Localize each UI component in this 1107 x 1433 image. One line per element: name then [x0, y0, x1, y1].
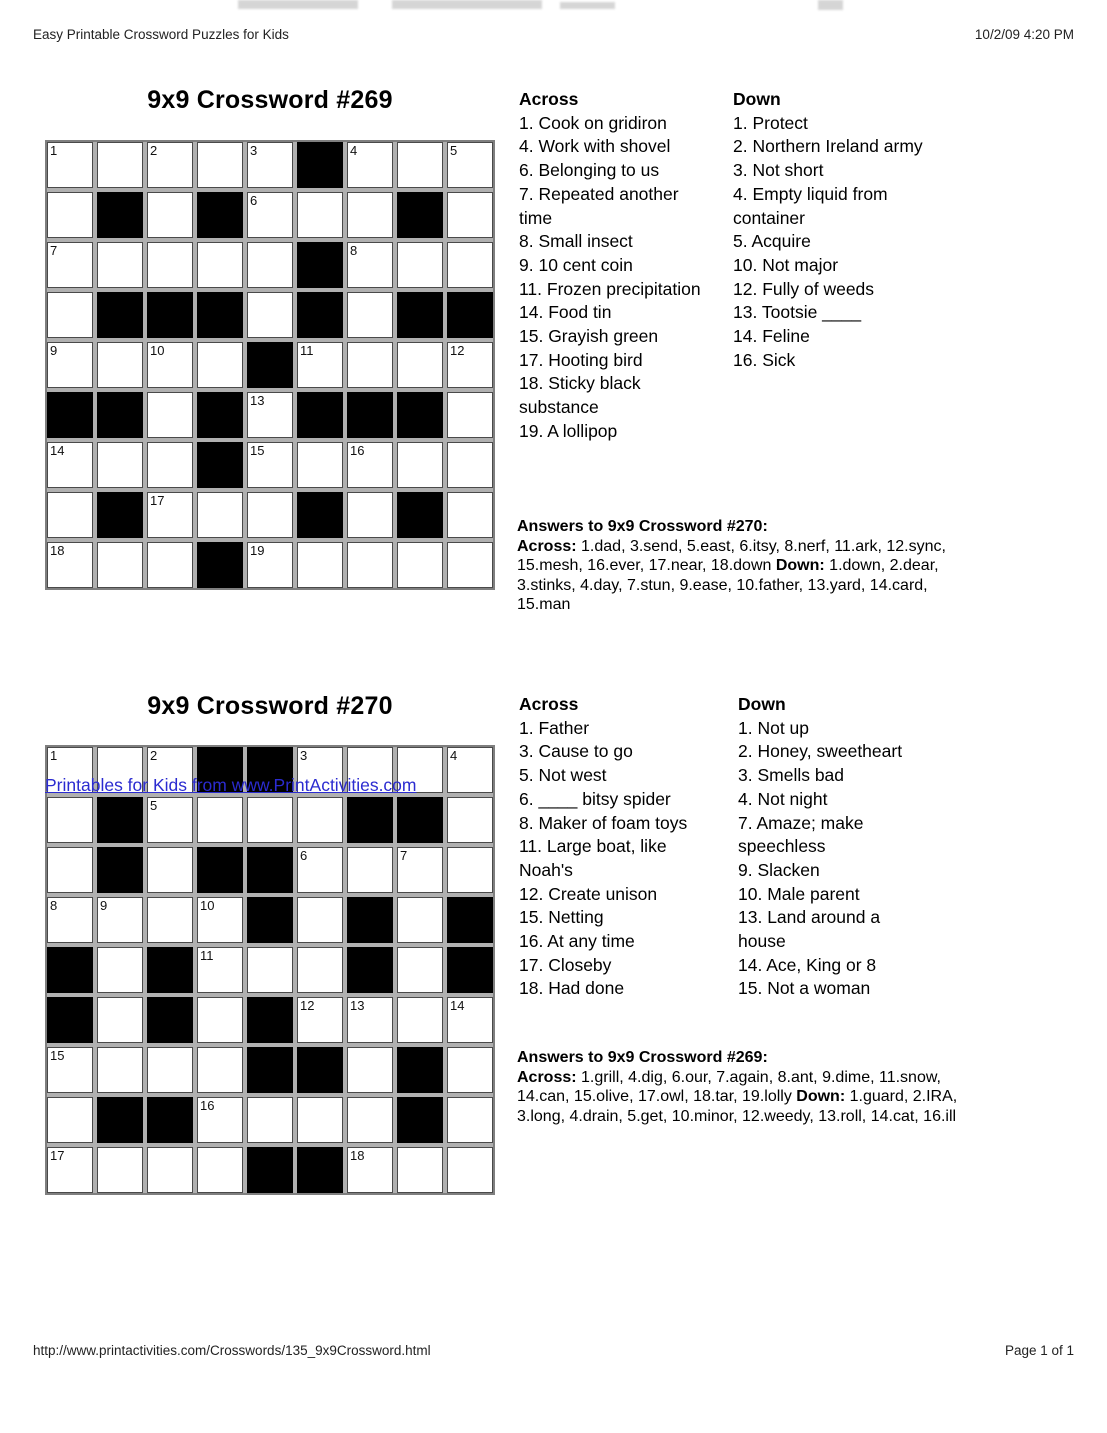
grid-cell: [247, 797, 293, 843]
cell-number: 4: [350, 143, 358, 158]
grid-cell: [297, 442, 343, 488]
grid-cell: [147, 847, 193, 893]
grid-cell: [197, 142, 243, 188]
printactivities-link[interactable]: Printables for Kids from www.PrintActivities.com: [45, 775, 417, 795]
cell-number: 12: [450, 343, 465, 358]
grid-cell: [47, 442, 93, 488]
grid-cell-black: [247, 897, 293, 943]
across-clue-list: [519, 112, 707, 444]
grid-cell-black: [397, 492, 443, 538]
grid-cell: [247, 142, 293, 188]
scan-artifact: [818, 0, 843, 10]
grid-cell: [447, 342, 493, 388]
grid-cell: [197, 897, 243, 943]
grid-cell-black: [297, 392, 343, 438]
grid-cell: [147, 192, 193, 238]
grid-cell: [447, 542, 493, 588]
grid-cell-black: [97, 292, 143, 338]
clue-item: 11. Frozen precipitation: [519, 278, 701, 299]
grid-cell-black: [297, 492, 343, 538]
grid-cell: [397, 342, 443, 388]
clue-item: 15. Netting: [519, 907, 604, 928]
grid-cell-black: [47, 997, 93, 1043]
clue-item: 1. Cook on gridiron: [519, 112, 667, 133]
grid-cell-black: [147, 1097, 193, 1143]
down-clue-list: [738, 717, 930, 1001]
across-clues: [519, 88, 707, 444]
answers-body: Across: 1.grill, 4.dig, 6.our, 7.again, 8.ant, 9.dime, 11.snow, 14.can, 15.olive, 17.owl, 18.tar, 19.lolly Down: 1.guard, 2.IRA, 3.long, 4.drain, 5.get, 10.minor, 12.weedy, 13.roll, 14.cat, 16.ill: [517, 1068, 958, 1125]
clue-item: 9. 10 cent coin: [519, 254, 633, 275]
grid-cell: [47, 847, 93, 893]
clue-item: 10. Male parent: [738, 883, 860, 904]
clue-item: 2. Northern Ireland army: [733, 136, 923, 157]
clue-item: 12. Create unison: [519, 883, 658, 904]
grid-cell: [147, 142, 193, 188]
grid-cell: [447, 192, 493, 238]
answers-block: [517, 517, 947, 615]
grid-cell: [447, 442, 493, 488]
across-heading: Across: [519, 89, 579, 109]
grid-cell: [47, 192, 93, 238]
cell-number: 8: [350, 243, 358, 258]
cell-number: 14: [450, 998, 465, 1013]
grid-cell: [247, 392, 293, 438]
grid-cell: [447, 847, 493, 893]
grid-cell: [347, 542, 393, 588]
grid-cell: [247, 442, 293, 488]
grid-cell: [247, 947, 293, 993]
grid-cell: [147, 1147, 193, 1193]
grid-cell: [347, 1047, 393, 1093]
grid-cell: [47, 342, 93, 388]
answers-heading: Answers to 9x9 Crossword #270:: [517, 518, 768, 535]
grid-cell: [197, 1097, 243, 1143]
grid-cell: [97, 997, 143, 1043]
grid-cell: [97, 1047, 143, 1093]
cell-number: 17: [150, 493, 165, 508]
cell-number: 5: [150, 798, 158, 813]
grid-cell: [147, 797, 193, 843]
grid-cell-black: [97, 847, 143, 893]
grid-cell-black: [97, 797, 143, 843]
grid-cell: [147, 1047, 193, 1093]
grid-cell: [147, 492, 193, 538]
grid-cell-black: [147, 947, 193, 993]
clue-item: 19. A lollipop: [519, 420, 618, 441]
grid-cell: [347, 847, 393, 893]
puzzle-title: 9x9 Crossword #270: [147, 692, 393, 720]
grid-cell-black: [447, 897, 493, 943]
clue-item: 5. Not west: [519, 765, 607, 786]
grid-cell: [47, 1147, 93, 1193]
grid-cell: [447, 797, 493, 843]
grid-cell-black: [197, 847, 243, 893]
grid-cell: [47, 797, 93, 843]
clue-item: 4. Empty liquid from container: [733, 183, 888, 228]
grid-cell-black: [147, 997, 193, 1043]
across-clue-list: [519, 717, 725, 1001]
grid-cell-black: [247, 342, 293, 388]
grid-cell: [297, 1097, 343, 1143]
print-footer-url: http://www.printactivities.com/Crosswords/135_9x9Crossword.html: [33, 1343, 431, 1358]
cell-number: 15: [250, 443, 265, 458]
grid-cell: [347, 1097, 393, 1143]
grid-cell: [47, 292, 93, 338]
grid-cell: [447, 492, 493, 538]
grid-cell: [47, 1097, 93, 1143]
cell-number: 10: [150, 343, 165, 358]
cell-number: 2: [150, 748, 158, 763]
crossword-grid: [45, 745, 495, 1195]
cell-number: 9: [100, 898, 108, 913]
clue-item: 1. Not up: [738, 717, 810, 738]
clue-item: 10. Not major: [733, 254, 839, 275]
cell-number: 16: [350, 443, 365, 458]
cell-number: 4: [450, 748, 458, 763]
print-header-title: Easy Printable Crossword Puzzles for Kids: [33, 27, 289, 42]
grid-cell: [247, 242, 293, 288]
grid-cell: [447, 1097, 493, 1143]
grid-cell-black: [397, 1097, 443, 1143]
grid-cell-black: [347, 797, 393, 843]
scan-artifact: [560, 2, 615, 9]
down-clues: [733, 88, 939, 372]
print-header-datetime: 10/2/09 4:20 PM: [974, 27, 1074, 42]
cell-number: 16: [200, 1098, 215, 1113]
clue-item: 8. Maker of foam toys: [519, 812, 688, 833]
grid-cell: [347, 997, 393, 1043]
cell-number: 3: [250, 143, 258, 158]
grid-cell-black: [397, 192, 443, 238]
grid-cell-black: [347, 897, 393, 943]
grid-cell: [447, 997, 493, 1043]
grid-cell: [197, 242, 243, 288]
clue-item: 4. Not night: [738, 788, 828, 809]
grid-cell: [347, 442, 393, 488]
grid-cell: [97, 142, 143, 188]
grid-cell: [147, 392, 193, 438]
clue-item: 1. Father: [519, 717, 590, 738]
grid-cell: [297, 997, 343, 1043]
clue-item: 16. Sick: [733, 349, 796, 370]
grid-cell-black: [47, 947, 93, 993]
grid-cell-black: [97, 492, 143, 538]
grid-cell-black: [247, 847, 293, 893]
cell-number: 7: [50, 243, 58, 258]
grid-cell-black: [447, 292, 493, 338]
across-clues: [519, 693, 725, 1001]
grid-cell: [297, 192, 343, 238]
puzzle-title: 9x9 Crossword #269: [147, 86, 393, 114]
cell-number: 10: [200, 898, 215, 913]
grid-cell: [447, 1147, 493, 1193]
grid-cell: [397, 142, 443, 188]
grid-cell-black: [297, 292, 343, 338]
clue-item: 15. Not a woman: [738, 978, 871, 999]
grid-cell: [97, 242, 143, 288]
crossword-grid: [45, 140, 495, 590]
grid-cell-black: [397, 797, 443, 843]
down-clues: [738, 693, 930, 1001]
cell-number: 14: [50, 443, 65, 458]
grid-cell-black: [347, 947, 393, 993]
cell-number: 13: [350, 998, 365, 1013]
grid-cell: [347, 342, 393, 388]
clue-item: 14. Ace, King or 8: [738, 954, 877, 975]
grid-cell: [197, 1047, 243, 1093]
clue-item: 7. Amaze; make speechless: [738, 812, 864, 857]
cell-number: 12: [300, 998, 315, 1013]
clue-item: 1. Protect: [733, 112, 808, 133]
grid-cell: [397, 442, 443, 488]
clue-item: 17. Hooting bird: [519, 349, 643, 370]
grid-cell: [397, 1147, 443, 1193]
clue-item: 15. Grayish green: [519, 326, 659, 347]
grid-cell-black: [197, 442, 243, 488]
grid-cell: [47, 492, 93, 538]
clue-item: 7. Repeated another time: [519, 183, 679, 228]
cell-number: 6: [300, 848, 308, 863]
grid-cell: [147, 542, 193, 588]
clue-item: 8. Small insect: [519, 231, 633, 252]
clue-item: 4. Work with shovel: [519, 136, 671, 157]
grid-cell: [147, 897, 193, 943]
clue-item: 18. Sticky black substance: [519, 373, 641, 418]
grid-cell-black: [297, 1147, 343, 1193]
grid-cell: [197, 797, 243, 843]
cell-number: 11: [200, 948, 214, 963]
grid-cell-black: [97, 192, 143, 238]
grid-cell-black: [247, 1147, 293, 1193]
grid-cell: [97, 947, 143, 993]
grid-cell-black: [97, 392, 143, 438]
grid-cell-black: [247, 1047, 293, 1093]
grid-cell: [97, 1147, 143, 1193]
scan-artifact: [238, 0, 358, 9]
grid-cell: [147, 342, 193, 388]
grid-cell: [47, 242, 93, 288]
grid-cell: [247, 492, 293, 538]
clue-item: 3. Smells bad: [738, 765, 845, 786]
grid-cell: [447, 242, 493, 288]
cell-number: 19: [250, 543, 265, 558]
grid-cell: [347, 492, 393, 538]
grid-cell: [147, 242, 193, 288]
grid-cell: [297, 797, 343, 843]
grid-cell: [297, 947, 343, 993]
grid-cell-black: [97, 1097, 143, 1143]
cell-number: 17: [50, 1148, 65, 1163]
grid-cell: [447, 1047, 493, 1093]
grid-cell-black: [197, 192, 243, 238]
grid-cell: [247, 292, 293, 338]
answers-heading: Answers to 9x9 Crossword #269:: [517, 1049, 768, 1066]
grid-cell: [297, 342, 343, 388]
grid-cell: [247, 192, 293, 238]
clue-item: 18. Had done: [519, 978, 625, 999]
print-footer-page-number: Page 1 of 1: [1004, 1343, 1074, 1358]
grid-cell: [397, 897, 443, 943]
grid-cell: [347, 192, 393, 238]
grid-cell: [397, 847, 443, 893]
down-clue-list: [733, 112, 939, 373]
grid-cell: [247, 542, 293, 588]
cell-number: 18: [350, 1148, 365, 1163]
grid-cell: [197, 947, 243, 993]
grid-cell-black: [297, 1047, 343, 1093]
grid-cell: [47, 542, 93, 588]
grid-cell: [447, 142, 493, 188]
cell-number: 6: [250, 193, 258, 208]
grid-cell: [397, 542, 443, 588]
grid-cell: [347, 242, 393, 288]
grid-cell: [397, 997, 443, 1043]
clue-item: 6. ____ bitsy spider: [519, 788, 671, 809]
grid-cell: [347, 292, 393, 338]
grid-cell: [197, 1147, 243, 1193]
clue-item: 11. Large boat, like Noah's: [519, 836, 667, 880]
grid-cell: [397, 947, 443, 993]
grid-cell-black: [247, 997, 293, 1043]
grid-cell: [47, 1047, 93, 1093]
grid-cell-black: [297, 142, 343, 188]
grid-cell: [347, 1147, 393, 1193]
grid-cell: [297, 897, 343, 943]
cell-number: 18: [50, 543, 65, 558]
answers-body: Across: 1.dad, 3.send, 5.east, 6.itsy, 8.nerf, 11.ark, 12.sync, 15.mesh, 16.ever, 17.near, 18.down Down: 1.down, 2.dear, 3.stinks, 4.day, 7.stun, 9.ease, 10.father, 13.yard, 14.card, 15.man: [517, 537, 946, 613]
cell-number: 8: [50, 898, 58, 913]
grid-cell-black: [397, 292, 443, 338]
grid-cell-black: [347, 392, 393, 438]
cell-number: 2: [150, 143, 158, 158]
cell-number: 13: [250, 393, 265, 408]
cell-number: 7: [400, 848, 408, 863]
grid-cell: [247, 1097, 293, 1143]
grid-cell: [447, 747, 493, 793]
grid-cell: [47, 142, 93, 188]
grid-cell: [97, 442, 143, 488]
grid-cell-black: [397, 392, 443, 438]
scan-artifact: [392, 0, 542, 9]
grid-cell-black: [397, 1047, 443, 1093]
grid-cell-black: [197, 542, 243, 588]
grid-cell-black: [447, 947, 493, 993]
clue-item: 6. Belonging to us: [519, 160, 660, 181]
cell-number: 9: [50, 343, 58, 358]
grid-cell: [197, 997, 243, 1043]
cell-number: 1: [50, 748, 58, 763]
grid-cell-black: [47, 392, 93, 438]
grid-cell: [147, 442, 193, 488]
down-heading: Down: [738, 694, 786, 714]
grid-cell: [447, 392, 493, 438]
clue-item: 9. Slacken: [738, 859, 820, 880]
clue-item: 13. Land around a house: [738, 907, 881, 952]
grid-cell: [97, 342, 143, 388]
answers-block: [517, 1048, 969, 1126]
clue-item: 16. At any time: [519, 931, 635, 952]
cell-number: 11: [300, 343, 314, 358]
grid-cell-black: [197, 392, 243, 438]
clue-item: 2. Honey, sweetheart: [738, 741, 903, 762]
cell-number: 1: [50, 143, 58, 158]
grid-cell: [297, 542, 343, 588]
clue-item: 3. Not short: [733, 160, 824, 181]
down-heading: Down: [733, 89, 781, 109]
grid-cell-black: [297, 242, 343, 288]
clue-item: 13. Tootsie ____: [733, 302, 862, 323]
grid-cell: [97, 542, 143, 588]
clue-item: 3. Cause to go: [519, 741, 633, 762]
grid-cell: [197, 492, 243, 538]
cell-number: 15: [50, 1048, 65, 1063]
clue-item: 12. Fully of weeds: [733, 278, 875, 299]
grid-cell-black: [197, 292, 243, 338]
clue-item: 14. Food tin: [519, 302, 612, 323]
clue-item: 5. Acquire: [733, 231, 811, 252]
grid-cell: [297, 847, 343, 893]
across-heading: Across: [519, 694, 579, 714]
clue-item: 17. Closeby: [519, 954, 612, 975]
grid-cell: [347, 142, 393, 188]
clue-item: 14. Feline: [733, 326, 810, 347]
grid-cell: [397, 242, 443, 288]
grid-cell-black: [147, 292, 193, 338]
grid-cell: [197, 342, 243, 388]
cell-number: 5: [450, 143, 458, 158]
grid-cell: [47, 897, 93, 943]
cell-number: 3: [300, 748, 308, 763]
grid-cell: [97, 897, 143, 943]
